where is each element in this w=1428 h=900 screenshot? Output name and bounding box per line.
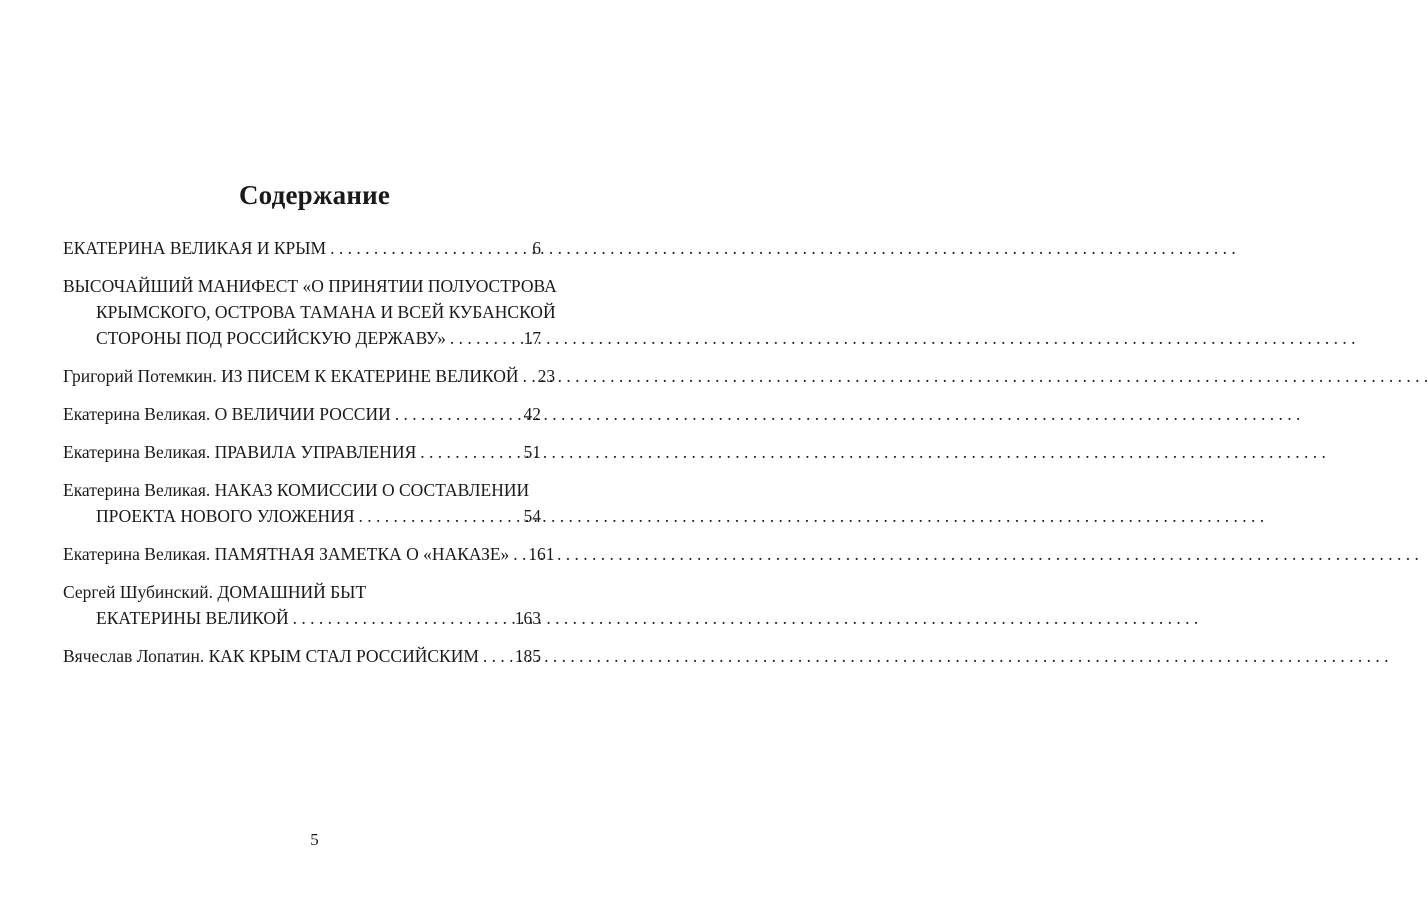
toc-entry-title: ЕКАТЕРИНА ВЕЛИКАЯ И КРЫМ <box>63 238 327 258</box>
toc-entry[interactable] <box>63 643 541 669</box>
toc-entry-line <box>63 503 541 529</box>
toc-entry-line <box>63 401 541 427</box>
dot-leader <box>330 235 529 261</box>
toc-entry-title: ПРОЕКТА НОВОГО УЛОЖЕНИЯ <box>96 506 355 526</box>
dot-leader <box>395 401 521 427</box>
toc-entry-line <box>63 325 541 351</box>
toc-entry-line <box>63 439 541 465</box>
toc-entry[interactable] <box>63 579 541 631</box>
toc-entry-title: Екатерина Великая. ПАМЯТНАЯ ЗАМЕТКА О «НАКАЗЕ» <box>63 544 510 564</box>
toc-entry-title: Екатерина Великая. ПРАВИЛА УПРАВЛЕНИЯ <box>63 442 417 462</box>
toc-entry-page: 17 <box>523 328 541 348</box>
toc-entry-title: ВЫСОЧАЙШИЙ МАНИФЕСТ «О ПРИНЯТИИ ПОЛУОСТРОВА <box>63 276 557 296</box>
toc-entry[interactable] <box>63 401 541 427</box>
toc-entry[interactable] <box>63 439 541 465</box>
toc-entry[interactable] <box>63 363 556 389</box>
toc-entry-title: Сергей Шубинский. ДОМАШНИЙ БЫТ <box>63 582 367 602</box>
page-number: 5 <box>310 830 319 849</box>
toc-entry-line <box>63 643 541 669</box>
dot-leader <box>483 643 512 669</box>
table-of-contents <box>63 235 557 681</box>
toc-entry-line <box>63 541 555 567</box>
toc-entry[interactable] <box>63 235 541 261</box>
toc-entry-page: 51 <box>523 442 541 462</box>
toc-entry-page: 6 <box>532 238 541 258</box>
toc-entry-line <box>63 299 556 325</box>
toc-entry[interactable] <box>63 477 541 529</box>
toc-entry-line <box>63 235 541 261</box>
page-title: Содержание <box>238 180 391 210</box>
toc-entry-line <box>63 273 557 299</box>
dot-leader <box>359 503 521 529</box>
toc-entry-title: Екатерина Великая. НАКАЗ КОМИССИИ О СОСТАВЛЕНИИ <box>63 480 530 500</box>
toc-entry-line <box>63 363 556 389</box>
toc-entry-title: СТОРОНЫ ПОД РОССИЙСКУЮ ДЕРЖАВУ» <box>96 328 446 348</box>
toc-entry-title: ЕКАТЕРИНЫ ВЕЛИКОЙ <box>96 608 289 628</box>
toc-entry[interactable] <box>63 273 557 351</box>
toc-entry-line <box>63 605 541 631</box>
toc-entry-title: КРЫМСКОГО, ОСТРОВА ТАМАНА И ВСЕЙ КУБАНСКОЙ <box>96 302 556 322</box>
toc-entry-line <box>63 477 541 503</box>
toc-entry-page: 163 <box>514 608 541 628</box>
toc-entry-title: Вячеслав Лопатин. КАК КРЫМ СТАЛ РОССИЙСКИМ <box>63 646 479 666</box>
dot-leader <box>293 605 512 631</box>
toc-entry-page: 23 <box>537 366 556 386</box>
toc-entry-page: 161 <box>528 544 555 564</box>
toc-entry-page: 54 <box>523 506 541 526</box>
toc-entry[interactable] <box>63 541 555 567</box>
toc-entry-page: 42 <box>523 404 541 424</box>
dot-leader <box>523 363 535 389</box>
dot-leader <box>513 541 525 567</box>
dot-leader <box>450 325 521 351</box>
dot-leader <box>420 439 520 465</box>
toc-entry-line <box>63 579 541 605</box>
toc-entry-title: Екатерина Великая. О ВЕЛИЧИИ РОССИИ <box>63 404 391 424</box>
toc-entry-page: 185 <box>514 646 541 666</box>
toc-entry-title: Григорий Потемкин. ИЗ ПИСЕМ К ЕКАТЕРИНЕ ВЕЛИКОЙ <box>63 366 519 386</box>
book-page <box>0 0 629 900</box>
